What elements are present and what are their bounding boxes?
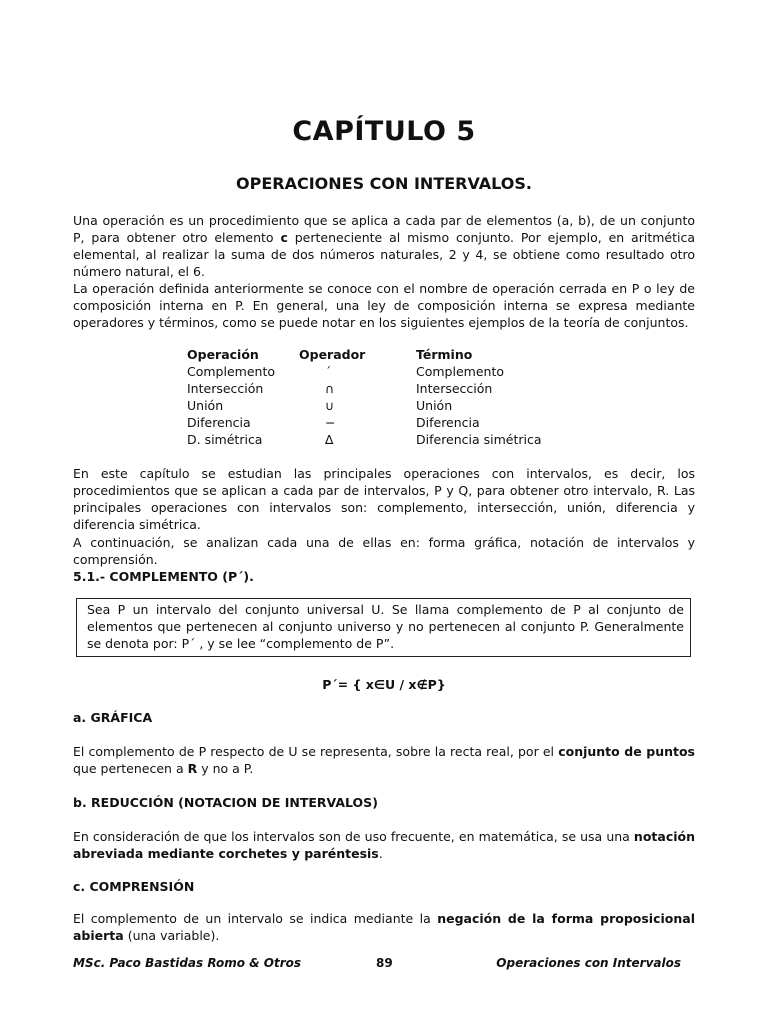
table-cell: Intersección	[187, 381, 264, 396]
table-header-row	[187, 346, 542, 363]
bold-term: conjunto de puntos	[558, 744, 695, 759]
column-header: Término	[416, 347, 473, 362]
table-row	[187, 431, 542, 448]
operations-table	[187, 346, 542, 448]
bold-term: R	[187, 761, 198, 776]
table-cell: Unión	[187, 398, 224, 413]
table-row	[187, 363, 542, 380]
table-cell: Diferencia	[416, 415, 480, 430]
grafica-heading: a. GRÁFICA	[73, 710, 153, 725]
bold-term-c: c	[280, 230, 288, 245]
column-header: Operador	[299, 347, 366, 362]
table-cell: ´	[325, 364, 332, 379]
table-row	[187, 380, 542, 397]
footer-author: MSc. Paco Bastidas Romo & Otros	[73, 956, 302, 970]
definition-box: Sea P un intervalo del conjunto universal U. Se llama complemento de P al conjunto de elementos que pertenecen al conjunto universo y no pertenecen al conjunto P. Generalmente se denota por: P´ , y se lee “complemento de P”.	[76, 598, 691, 657]
complement-formula: P´= { x∈U / x∉P}	[322, 677, 446, 692]
reduccion-heading: b. REDUCCIÓN (NOTACION DE INTERVALOS)	[73, 795, 378, 810]
table-cell: Complemento	[416, 364, 504, 379]
body-paragraph-4: A continuación, se analizan cada una de ellas en: forma gráfica, notación de intervalos y comprensión.	[73, 535, 695, 567]
table-row	[187, 397, 542, 414]
body-paragraph-3: En este capítulo se estudian las principales operaciones con intervalos, es decir, los procedimientos que se aplican a cada par de intervalos, P y Q, para obtener otro intervalo, R. Las principales operaciones con intervalos son: complemento, intersección, unión, diferencia y diferencia simétrica.	[73, 466, 695, 532]
table-cell: ∆	[325, 432, 334, 447]
bold-term: negación de la forma proposicional abierta	[73, 911, 695, 943]
comprension-heading: c. COMPRENSIÓN	[73, 879, 195, 894]
section-title: OPERACIONES CON INTERVALOS.	[236, 174, 532, 193]
column-header: Operación	[187, 347, 259, 362]
table-cell: Diferencia simétrica	[416, 432, 542, 447]
table-cell: Complemento	[187, 364, 275, 379]
table-cell: D. simétrica	[187, 432, 263, 447]
grafica-paragraph: El complemento de P respecto de U se representa, sobre la recta real, por el conjunto de puntos que pertenecen a R y no a P.	[73, 744, 695, 776]
table-row	[187, 414, 542, 431]
bold-term: notación abreviada mediante corchetes y paréntesis	[73, 829, 695, 861]
table-cell: Intersección	[416, 381, 493, 396]
chapter-title: CAPÍTULO 5	[292, 116, 476, 147]
reduccion-paragraph: En consideración de que los intervalos son de uso frecuente, en matemática, se usa una notación abreviada mediante corchetes y paréntesis.	[73, 829, 695, 861]
table-cell: ∪	[325, 398, 335, 413]
table-cell: −	[325, 415, 336, 430]
table-cell: Diferencia	[187, 415, 251, 430]
table-cell: Unión	[416, 398, 453, 413]
footer-chapter-name: Operaciones con Intervalos	[496, 956, 681, 970]
page-number: 89	[376, 956, 393, 970]
intro-paragraph-1: Una operación es un procedimiento que se aplica a cada par de elementos (a, b), de un conjunto P, para obtener otro elemento c perteneciente al mismo conjunto. Por ejemplo, en aritmética elemental, al realizar la suma de dos números naturales, 2 y 4, se obtiene como resultado otro número natural, el 6.	[73, 213, 696, 279]
complemento-heading: 5.1.- COMPLEMENTO (P´).	[73, 569, 254, 584]
table-cell: ∩	[325, 381, 335, 396]
comprension-paragraph: El complemento de un intervalo se indica mediante la negación de la forma proposicional abierta (una variable).	[73, 911, 695, 943]
intro-paragraph-2: La operación definida anteriormente se conoce con el nombre de operación cerrada en P o ley de composición interna en P. En general, una ley de composición interna se expresa mediante operadores y términos, como se puede notar en los siguientes ejemplos de la teoría de conjuntos.	[73, 281, 695, 330]
